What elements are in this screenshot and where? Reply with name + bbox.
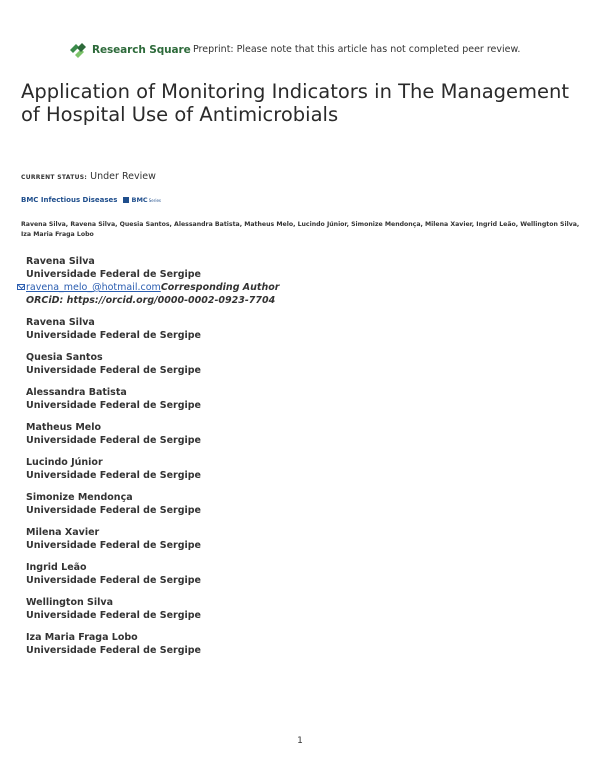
author-name: Ravena Silva [26, 317, 95, 328]
author-affiliation: Universidade Federal de Sergipe [26, 575, 201, 586]
research-square-logo[interactable] [68, 42, 191, 58]
author-name: Lucindo Júnior [26, 457, 103, 468]
corresponding-author [26, 255, 526, 307]
contact-line [26, 281, 526, 294]
author-name: Matheus Melo [26, 422, 102, 433]
author-name: Iza Maria Fraga Lobo [26, 632, 138, 643]
author-list: Ravena Silva, Ravena Silva, Quesia Santos, Alessandra Batista, Matheus Melo, Lucindo Júnior, Simonize Mendonça, Milena Xavier, Ingrid Leão, Wellington Silva, Iza Maria Fraga Lobo [21, 221, 580, 238]
bmc-square-icon [123, 197, 129, 203]
author-affiliation: Universidade Federal de Sergipe [26, 365, 201, 376]
author-affiliation: Universidade Federal de Sergipe [26, 540, 201, 551]
research-square-logo-icon [68, 42, 88, 58]
author-affiliation: Universidade Federal de Sergipe [26, 269, 201, 280]
author-affiliation: Universidade Federal de Sergipe [26, 505, 201, 516]
author-entry [26, 561, 526, 587]
bmc-brand: BMC [131, 196, 148, 204]
author-entry [26, 631, 526, 657]
author-entry [26, 386, 526, 412]
corresponding-author-label: Corresponding Author [160, 282, 280, 293]
page-header [68, 42, 568, 60]
author-entry [26, 491, 526, 517]
orcid-link[interactable]: ORCiD: https://orcid.org/0000-0002-0923-7704 [26, 295, 276, 306]
page-number: 1 [297, 736, 303, 746]
author-name: Simonize Mendonça [26, 492, 133, 503]
author-affiliations [26, 255, 526, 666]
bmc-series-suffix: Series [148, 197, 161, 203]
preprint-notice: Preprint: Please note that this article has not completed peer review. [193, 44, 521, 55]
author-affiliation: Universidade Federal de Sergipe [26, 435, 201, 446]
author-affiliation: Universidade Federal de Sergipe [26, 645, 201, 656]
author-entry [26, 316, 526, 342]
status-label: CURRENT STATUS: [21, 174, 88, 181]
author-name: Ingrid Leão [26, 562, 87, 573]
bmc-series-logo [123, 196, 161, 204]
status-value: Under Review [90, 171, 156, 182]
author-name: Milena Xavier [26, 527, 100, 538]
brand-name: Research Square [92, 44, 191, 56]
author-name: Quesia Santos [26, 352, 103, 363]
author-affiliation: Universidade Federal de Sergipe [26, 470, 201, 481]
author-entry [26, 526, 526, 552]
author-entry [26, 351, 526, 377]
review-status [21, 171, 156, 182]
author-name: Wellington Silva [26, 597, 114, 608]
author-affiliation: Universidade Federal de Sergipe [26, 330, 201, 341]
article-title: Application of Monitoring Indicators in The Management of Hospital Use of Antimicrobials [21, 80, 570, 126]
author-entry [26, 596, 526, 622]
author-name: Alessandra Batista [26, 387, 127, 398]
email-link[interactable]: ravena_melo_@hotmail.com [26, 282, 161, 293]
journal-name[interactable]: BMC Infectious Diseases [21, 196, 118, 204]
author-entry [26, 421, 526, 447]
author-affiliation: Universidade Federal de Sergipe [26, 400, 201, 411]
journal-info [21, 196, 161, 204]
author-name: Ravena Silva [26, 256, 95, 267]
author-entry [26, 456, 526, 482]
mail-icon [17, 284, 25, 290]
author-affiliation: Universidade Federal de Sergipe [26, 610, 201, 621]
